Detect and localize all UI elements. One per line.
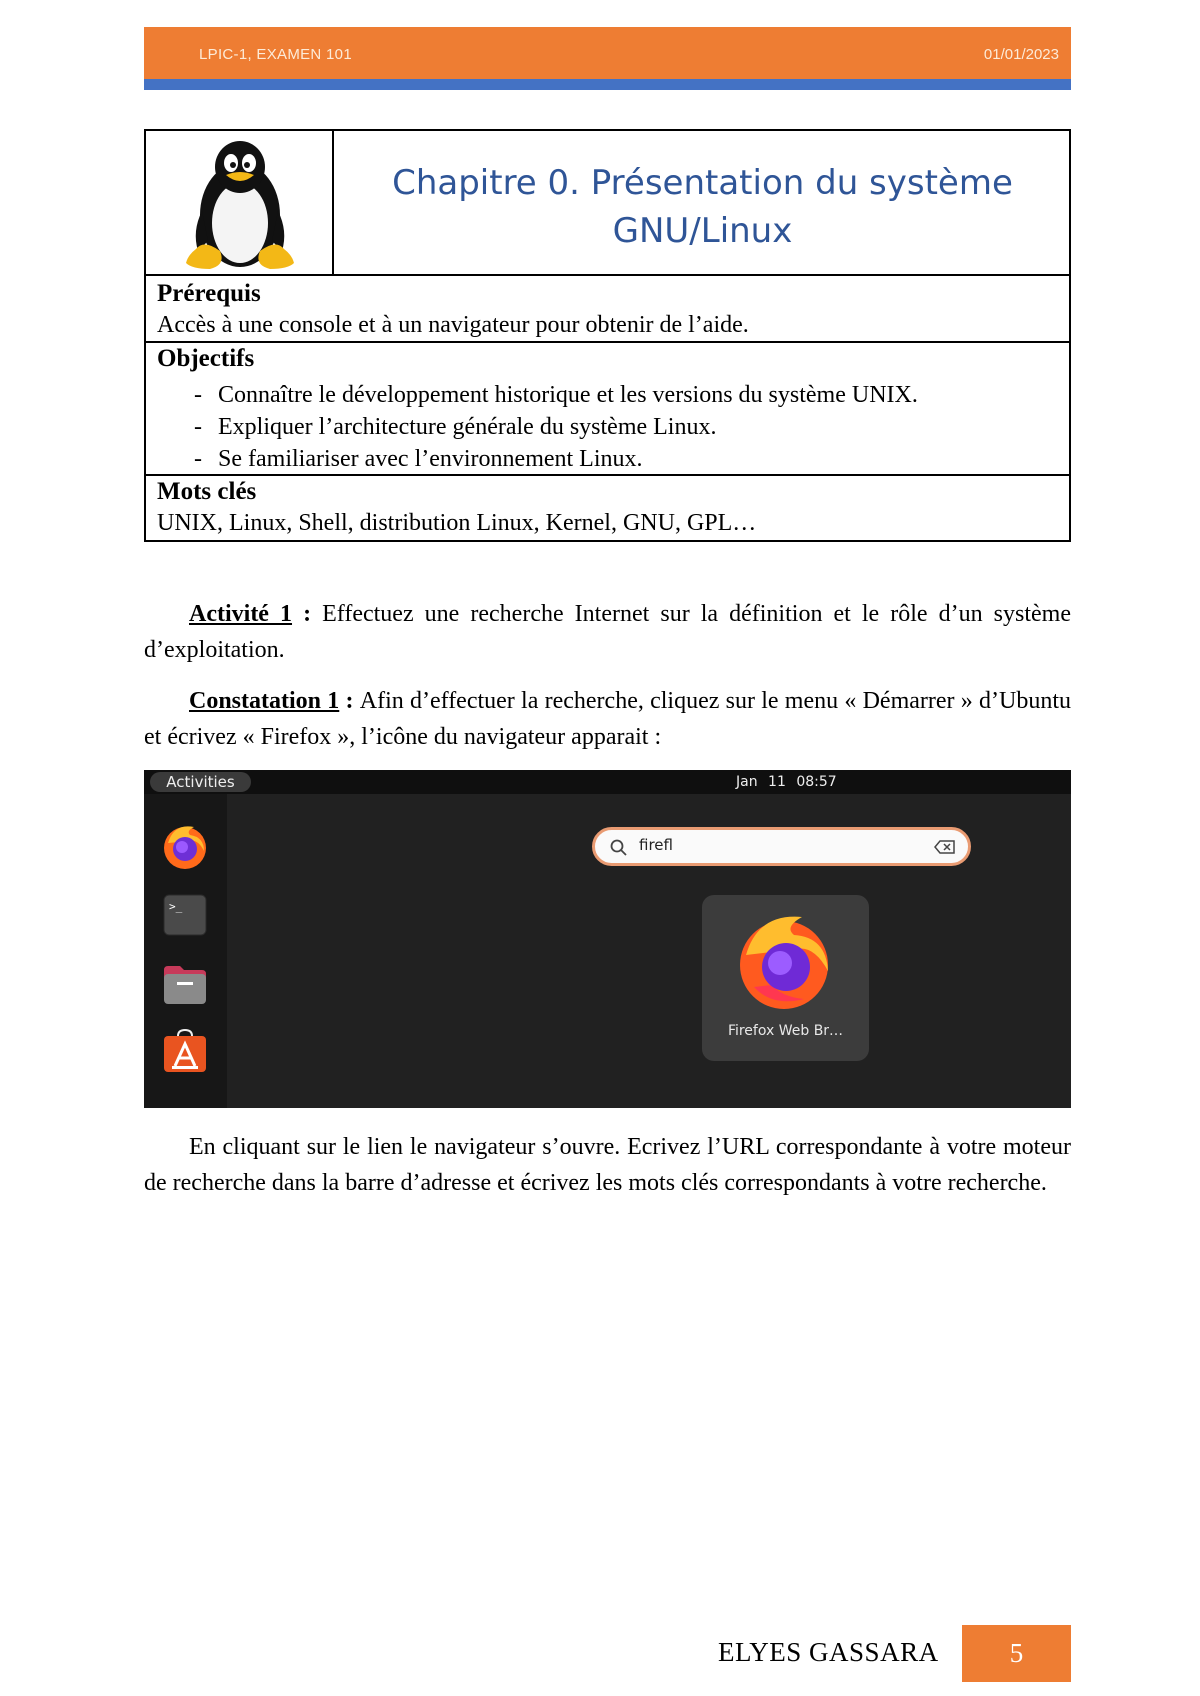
header-course-title: LPIC-1, EXAMEN 101: [199, 46, 352, 63]
chapter-info-table: [144, 129, 1071, 542]
tux-penguin-icon: [146, 131, 334, 274]
objectifs-list: [194, 379, 918, 475]
navigateur-paragraph: En cliquant sur le lien le navigateur s’ouvre. Ecrivez l’URL correspondante à votre moteur de recherche dans la barre d’adresse et écrivez les mots clés correspondants à votre recherche.: [144, 1134, 1071, 1196]
activities-button[interactable]: Activities: [150, 772, 251, 792]
top-bar: [144, 770, 1071, 794]
objectif-item: - Connaître le développement historique et les versions du système UNIX.: [194, 382, 918, 408]
logo-cell: [146, 131, 334, 274]
chapter-title-line2: GNU/Linux: [612, 211, 793, 251]
page-number: 5: [1009, 1638, 1024, 1668]
constatation-1-paragraph: Constatation 1 : Afin d’effectuer la recherche, cliquez sur le menu « Démarrer » d’Ubuntu et écrivez « Firefox », l’icône du navigateur apparait :: [144, 688, 1072, 750]
prerequis-row: [146, 276, 1069, 343]
objectifs-heading: Objectifs: [157, 345, 255, 372]
chapter-title: [336, 159, 1069, 255]
firefox-icon: [732, 907, 838, 1013]
mots-cles-heading: Mots clés: [157, 478, 257, 505]
terminal-icon[interactable]: [160, 890, 210, 940]
clear-search-icon[interactable]: [934, 839, 956, 855]
objectif-item: - Expliquer l’architecture générale du système Linux.: [194, 414, 717, 440]
dock: [144, 794, 227, 1108]
mots-cles-text: UNIX, Linux, Shell, distribution Linux, Kernel, GNU, GPL…: [157, 510, 757, 536]
constatation-1-label: Constatation 1: [189, 688, 340, 714]
chapter-title-line1: Chapitre 0. Présentation du système: [392, 163, 1013, 203]
footer-author: ELYES GASSARA: [718, 1637, 939, 1667]
app-label: Firefox Web Br…: [727, 1023, 844, 1039]
activite-1-paragraph: Activité 1 : Effectuez une recherche Internet sur la définition et le rôle d’un système d’exploitation.: [144, 601, 1071, 663]
firefox-search-result[interactable]: [702, 895, 869, 1061]
search-text: firefl: [639, 836, 673, 854]
page-number-box: [962, 1625, 1071, 1682]
firefox-icon[interactable]: [160, 821, 210, 871]
mots-cles-row: [146, 476, 1069, 542]
prerequis-heading: Prérequis: [157, 280, 261, 307]
app-center-icon[interactable]: [160, 1026, 210, 1076]
objectifs-row: [146, 343, 1069, 476]
activite-1-label: Activité 1: [189, 601, 293, 627]
search-input[interactable]: [592, 827, 971, 866]
header-accent-line: [144, 79, 1071, 90]
ubuntu-activities-screenshot: [144, 770, 1071, 1108]
files-icon[interactable]: [160, 958, 210, 1008]
constatation-1-text: Afin d’effectuer la recherche, cliquez sur le menu « Démarrer » d’Ubuntu et écrivez « Firefox », l’icône du navigateur apparait :: [144, 688, 1072, 750]
activite-1-text: Effectuez une recherche Internet sur la définition et le rôle d’un système d’exploitation.: [144, 601, 1071, 663]
clock[interactable]: Jan 11 08:57: [736, 774, 837, 790]
objectif-item: - Se familiariser avec l’environnement Linux.: [194, 446, 643, 472]
header-date: 01/01/2023: [983, 46, 1059, 63]
svg-text:>_: >_: [169, 900, 183, 913]
search-icon: [609, 838, 629, 858]
prerequis-text: Accès à une console et à un navigateur pour obtenir de l’aide.: [157, 312, 749, 338]
chapter-title-row: [146, 131, 1069, 276]
